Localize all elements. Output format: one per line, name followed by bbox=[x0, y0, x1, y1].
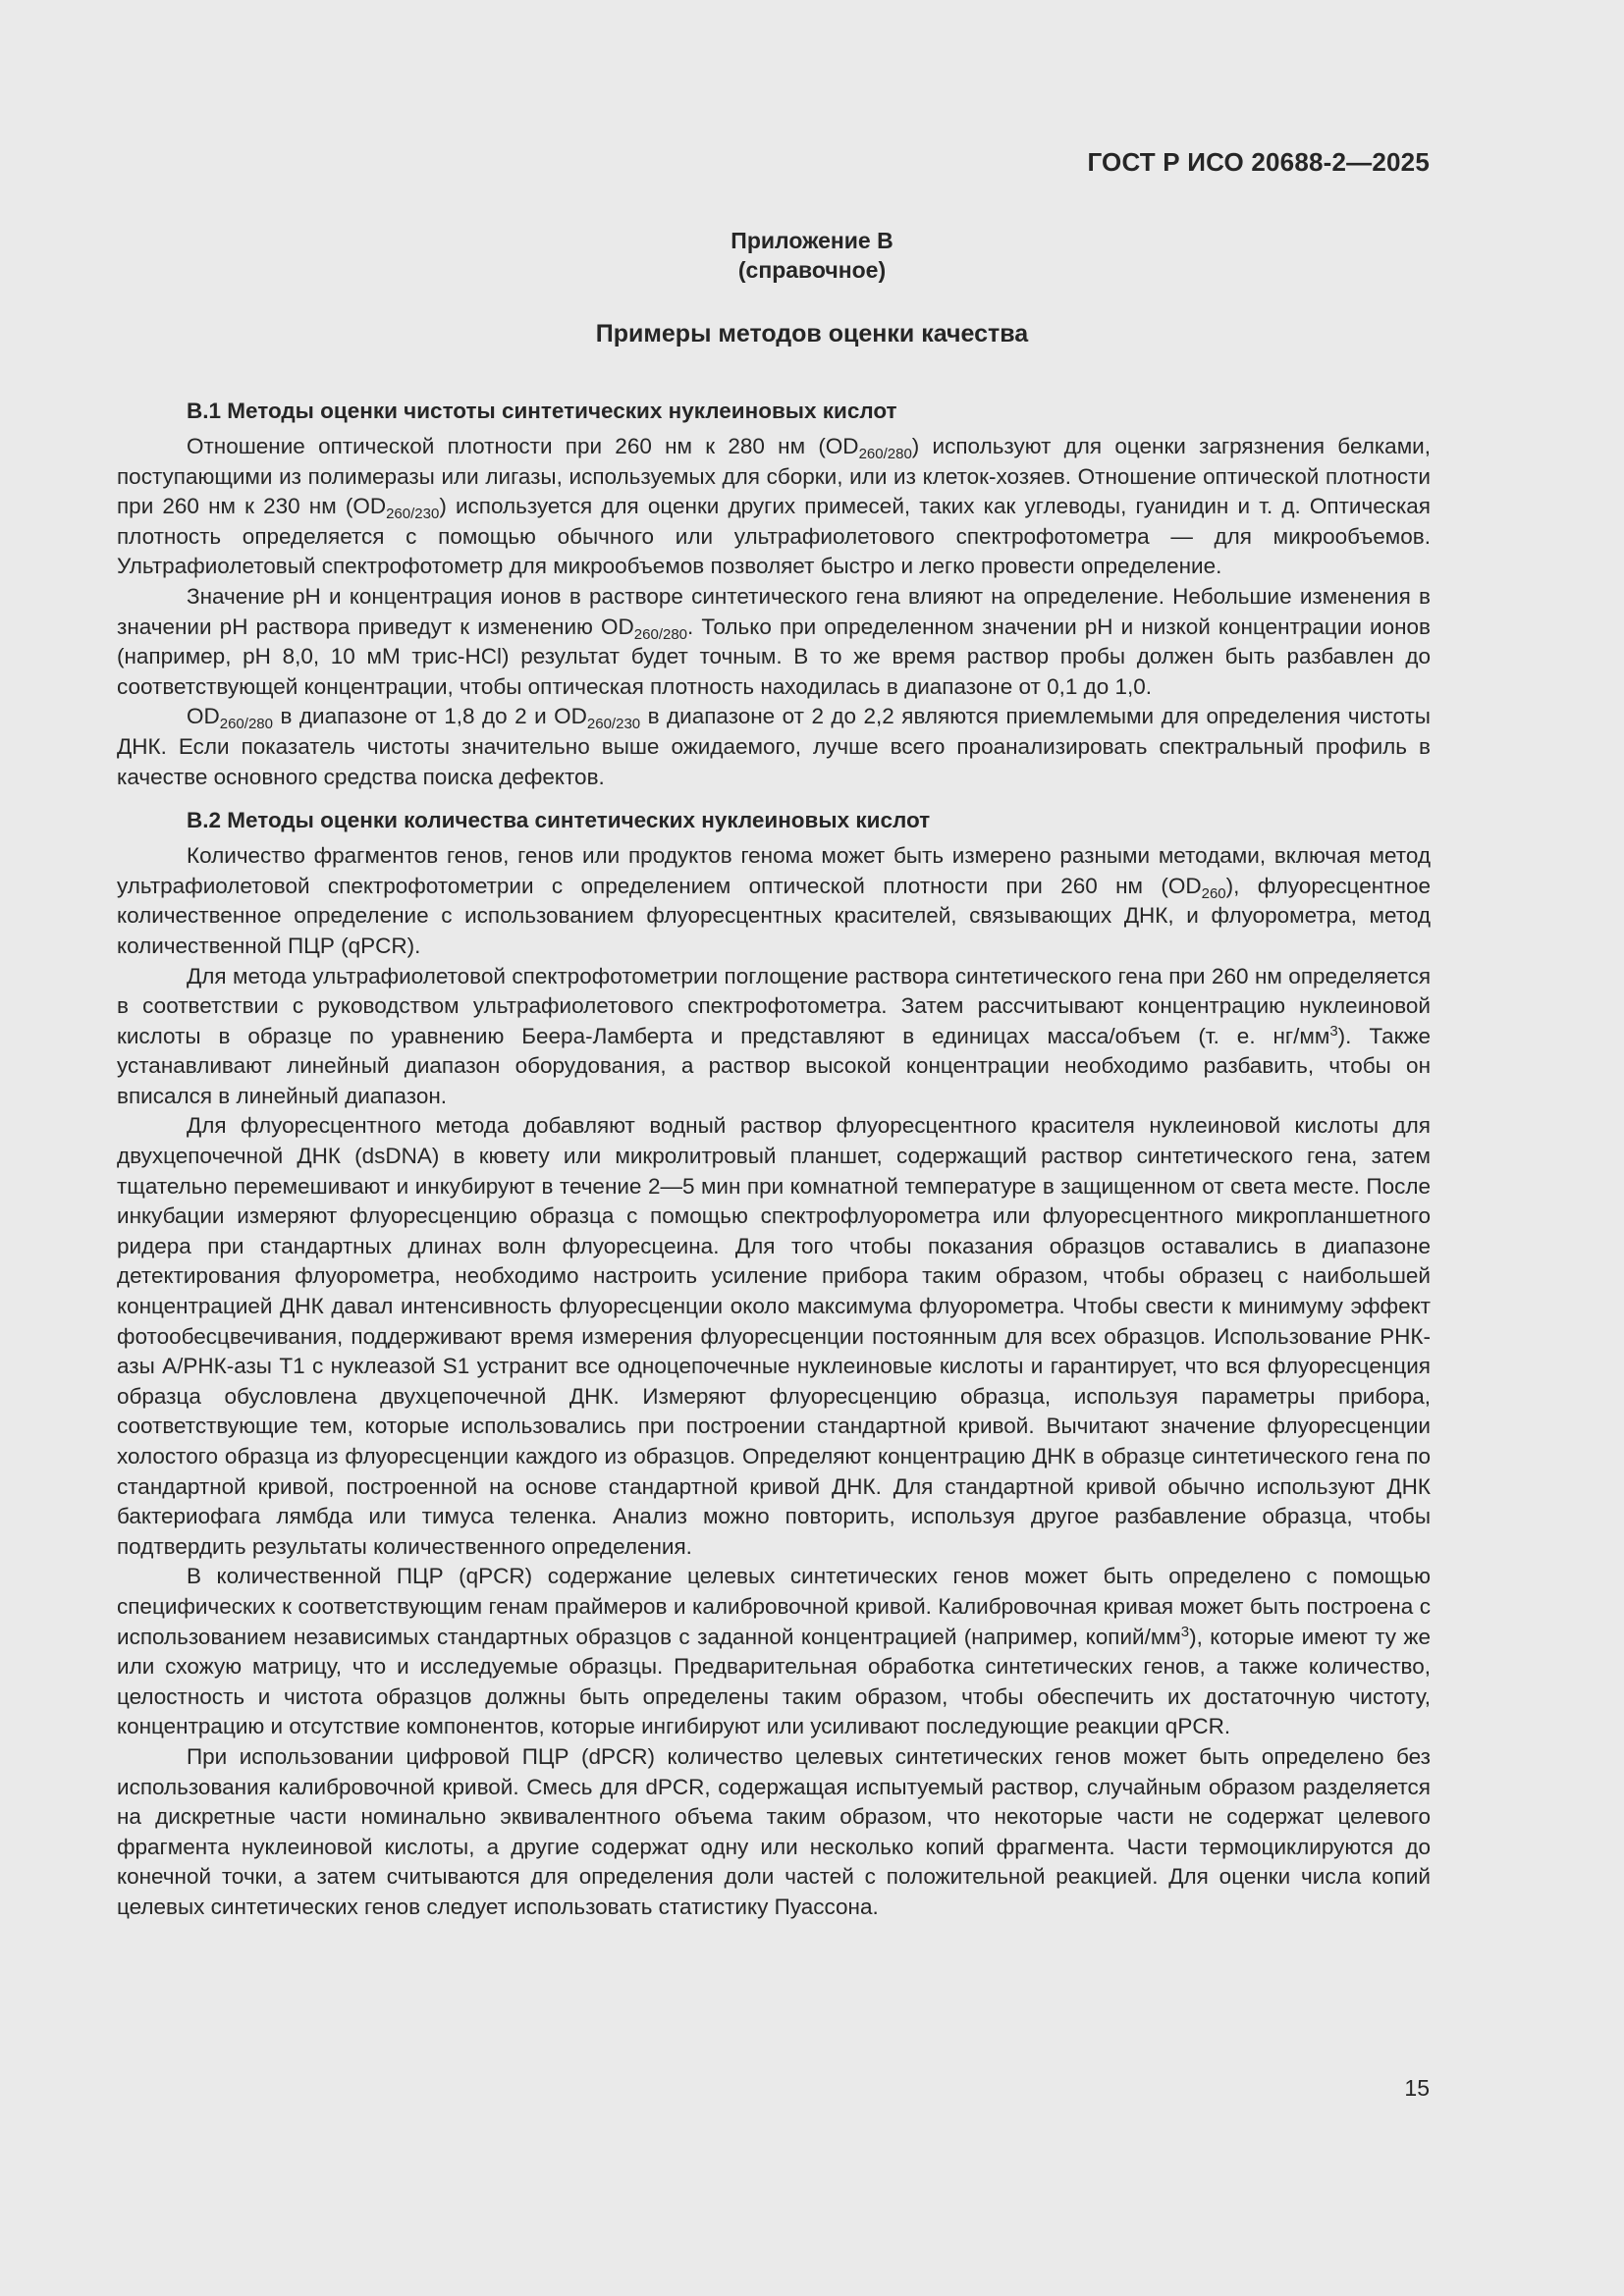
paragraph-b2-4 bbox=[117, 1562, 1431, 1742]
text: Количество фрагментов генов, генов или продуктов генома может быть измерено разными методами, включая метод ультрафиолетовой спектрофотометрии с определением оптической плотности при 260 нм (OD bbox=[117, 843, 1431, 898]
paragraph-b2-3: Для флуоресцентного метода добавляют водный раствор флуоресцентного красителя нуклеиновой кислоты для двухцепочечной ДНК (dsDNA) в кювету или микролитровый планшет, содержащий раствор синтетического гена, затем тщательно перемешивают и инкубируют в течение 2—5 мин при комнатной температуре в защищенном от света месте. После инкубации измеряют флуоресценцию образца с помощью спектрофлуорометра или флуоресцентного микропланшетного ридера при стандартных длинах волн флуоресцеина. Для того чтобы показания образцов оставались в диапазоне детектирования флуорометра, необходимо настроить усиление прибора таким образом, чтобы образец с наибольшей концентрацией ДНК давал интенсивность флуоресценции около максимума флуорометра. Чтобы свести к минимуму эффект фотообесцвечивания, поддерживают время измерения флуоресценции постоянным для всех образцов. Использование РНК-азы A/РНК-азы T1 с нуклеазой S1 устранит все одноцепочечные нуклеиновые кислоты и гарантирует, что вся флуоресценция образца обусловлена двухцепочечной ДНК. Измеряют флуоресценцию образца, используя параметры прибора, соответствующие тем, которые использовались при построении стандартной кривой. Вычитают значение флуоресценции холостого образца из флуоресценции каждого из образцов. Определяют концентрацию ДНК в образце синтетического гена по стандартной кривой, построенной на основе стандартной кривой ДНК. Для стандартной кривой обычно используют ДНК бактериофага лямбда или тимуса теленка. Анализ можно повторить, используя другое разбавление образца, чтобы подтвердить результаты количественного определения. bbox=[117, 1113, 1431, 1559]
paragraph-b2-2 bbox=[117, 962, 1431, 1112]
subscript: 260 bbox=[1201, 884, 1226, 902]
subscript: 260/280 bbox=[633, 625, 688, 643]
text: ). Также устанавливают линейный диапазон оборудования, а раствор высокой концентрации необходимо разбавить, чтобы он вписался в линейный диапазон. bbox=[117, 1023, 1432, 1108]
section-heading-b2: В.2 Методы оценки количества синтетических нуклеиновых кислот bbox=[187, 808, 931, 833]
appendix-label: Приложение В bbox=[731, 228, 893, 253]
text: ) используется для оценки других примесей, таких как углеводы, гуанидин и т. д. Оптическая плотность определяется с помощью обычного или ультрафиолетового спектрофотометра — для микрообъемов. Ультрафиолетовый спектрофотометр для микрообъемов позволяет быстро и легко провести определение. bbox=[117, 494, 1431, 579]
superscript: 3 bbox=[1180, 1623, 1190, 1640]
document-body bbox=[117, 395, 1431, 1923]
superscript: 3 bbox=[1329, 1022, 1338, 1040]
text: . Только при определенном значении pH и низкой концентрации ионов (например, pH 8,0, 10 мМ трис-HCl) результат будет точным. В то же время раствор пробы должен быть разбавлен до соответствующей концентрации, чтобы оптическая плотность находилась в диапазоне от 0,1 до 1,0. bbox=[117, 614, 1431, 699]
subscript: 260/280 bbox=[858, 446, 912, 462]
text: в диапазоне от 2 до 2,2 являются приемлемыми для определения чистоты ДНК. Если показатель чистоты значительно выше ожидаемого, лучше всего проанализировать спектральный профиль в качестве основного средства поиска дефектов. bbox=[117, 704, 1431, 789]
appendix-title bbox=[0, 226, 1624, 285]
text: ), флуоресцентное количественное определение с использованием флуоресцентных красителей, связывающих ДНК, и флуорометра, метод количественной ПЦР (qPCR). bbox=[117, 873, 1431, 958]
subscript: 260/230 bbox=[586, 716, 641, 733]
standard-code-header: ГОСТ Р ИСО 20688-2—2025 bbox=[1087, 147, 1430, 177]
subscript: 260/280 bbox=[219, 716, 273, 733]
appendix-heading: Примеры методов оценки качества bbox=[595, 320, 1029, 347]
page-number: 15 bbox=[1404, 2075, 1430, 2101]
text: Значение pH и концентрация ионов в растворе синтетического гена влияют на определение. Небольшие изменения в значении pH раствора приведут к изменению OD bbox=[117, 583, 1431, 639]
paragraph-b1-1 bbox=[117, 432, 1431, 582]
paragraph-b2-1 bbox=[117, 841, 1431, 961]
text: в диапазоне от 1,8 до 2 и OD bbox=[272, 704, 587, 729]
text: ) используют для оценки загрязнения белками, поступающими из полимеразы или лигазы, используемых для сборки, или из клеток-хозяев. Отношение оптической плотности при 260 нм к 230 нм (OD bbox=[117, 434, 1431, 519]
text: Для метода ультрафиолетовой спектрофотометрии поглощение раствора синтетического гена при 260 нм определяется в соответствии с руководством ультрафиолетового спектрофотометра. Затем рассчитывают концентрацию нуклеиновой кислоты в образце по уравнению Беера-Ламберта и представляют в единицах масса/объем (т. е. нг/мм bbox=[117, 963, 1431, 1048]
text: В количественной ПЦР (qPCR) содержание целевых синтетических генов может быть определено с помощью специфических к соответствующим генам праймеров и калибровочной кривой. Калибровочная кривая может быть построена с использованием независимых стандартных образцов с заданной концентрацией (например, копий/мм bbox=[117, 1564, 1431, 1649]
paragraph-b2-5: При использовании цифровой ПЦР (dPCR) количество целевых синтетических генов может быть определено без использования калибровочной кривой. Смесь для dPCR, содержащая испытуемый раствор, случайным образом разделяется на дискретные части номинально эквивалентного объема таким образом, что некоторые части не содержат целевого фрагмента нуклеиновой кислоты, а другие содержат одну или несколько копий фрагмента. Части термоциклируются до конечной точки, а затем считываются для определения доли частей с положительной реакцией. Для оценки числа копий целевых синтетических генов следует использовать статистику Пуассона. bbox=[117, 1743, 1431, 1919]
paragraph-b1-3 bbox=[117, 702, 1431, 792]
text: Отношение оптической плотности при 260 нм к 280 нм (OD bbox=[187, 434, 859, 458]
text: OD bbox=[187, 704, 220, 729]
text: ), которые имеют ту же или схожую матрицу, что и исследуемые образцы. Предварительная обработка синтетических генов, а также количество, целостность и чистота образцов должны быть определены таким образом, чтобы обеспечить их достаточную чистоту, концентрацию и отсутствие компонентов, которые ингибируют или усиливают последующие реакции qPCR. bbox=[117, 1624, 1431, 1739]
appendix-type: (справочное) bbox=[737, 257, 887, 283]
section-heading-b1: В.1 Методы оценки чистоты синтетических нуклеиновых кислот bbox=[187, 399, 897, 423]
paragraph-b1-2 bbox=[117, 582, 1431, 702]
subscript: 260/230 bbox=[386, 506, 440, 523]
